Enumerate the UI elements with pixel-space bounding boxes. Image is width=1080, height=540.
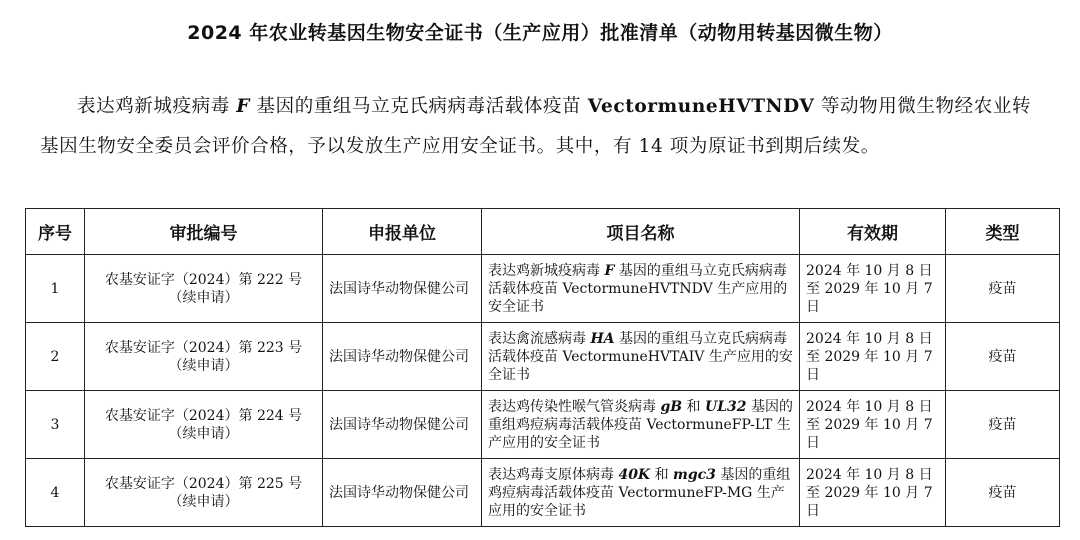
cell-code	[85, 255, 323, 323]
cell-validity: 2024 年 10 月 8 日至 2029 年 10 月 7 日	[800, 391, 946, 459]
project-gene: 40K	[618, 466, 651, 483]
project-text-1: 表达鸡新城疫病毒	[488, 262, 600, 279]
cell-project	[482, 391, 800, 459]
header-code: 审批编号	[85, 209, 323, 255]
code-number: 农基安证字（2024）第 222 号	[104, 271, 303, 288]
intro-product: VectormuneHVTNDV	[587, 95, 815, 117]
cell-type: 疫苗	[946, 459, 1060, 527]
header-no: 序号	[26, 209, 85, 255]
cell-no: 1	[26, 255, 85, 323]
header-project: 项目名称	[482, 209, 800, 255]
cell-no: 3	[26, 391, 85, 459]
code-number: 农基安证字（2024）第 223 号	[104, 339, 303, 356]
project-text-2: 基因的重组鸡痘病毒活载体疫苗 VectormuneFP-LT 生产应用的安全证书	[488, 398, 793, 451]
intro-text-1: 表达鸡新城疫病毒	[77, 95, 230, 117]
cell-validity: 2024 年 10 月 8 日至 2029 年 10 月 7 日	[800, 323, 946, 391]
header-unit: 申报单位	[323, 209, 482, 255]
project-conj: 和	[654, 466, 669, 483]
cell-project	[482, 323, 800, 391]
code-note: （续申请）	[168, 493, 239, 510]
cell-project	[482, 459, 800, 527]
project-text-2: 基因的重组鸡痘病毒活载体疫苗 VectormuneFP-MG 生产应用的安全证书	[488, 466, 791, 519]
code-number: 农基安证字（2024）第 224 号	[104, 407, 303, 424]
cell-unit: 法国诗华动物保健公司	[323, 459, 482, 527]
cell-code	[85, 459, 323, 527]
code-note: （续申请）	[168, 357, 239, 374]
code-note: （续申请）	[168, 425, 239, 442]
code-note: （续申请）	[168, 289, 239, 306]
intro-paragraph	[40, 87, 1040, 167]
project-text-1: 表达鸡毒支原体病毒	[488, 466, 614, 483]
project-gene: gB	[660, 398, 683, 415]
intro-text-3: 等动物用微生物经农业转基因生物安全委员会评价合格，予以发放生产应用安全证书。其中，有 14 项为原证书到期后续发。	[40, 95, 1032, 157]
table-row	[26, 391, 1060, 459]
cell-no: 2	[26, 323, 85, 391]
project-gene: HA	[590, 330, 615, 347]
cell-no: 4	[26, 459, 85, 527]
table-header-row	[26, 209, 1060, 255]
cell-type: 疫苗	[946, 391, 1060, 459]
code-number: 农基安证字（2024）第 225 号	[104, 475, 303, 492]
project-conj: 和	[686, 398, 701, 415]
cell-validity: 2024 年 10 月 8 日至 2029 年 10 月 7 日	[800, 255, 946, 323]
cell-type: 疫苗	[946, 323, 1060, 391]
cell-code	[85, 391, 323, 459]
project-gene: F	[604, 262, 615, 279]
project-text-1: 表达禽流感病毒	[488, 330, 586, 347]
page-title: 2024 年农业转基因生物安全证书（生产应用）批准清单（动物用转基因微生物）	[187, 22, 893, 44]
project-gene-2: mgc3	[673, 466, 716, 483]
project-text-1: 表达鸡传染性喉气管炎病毒	[488, 398, 656, 415]
table-row	[26, 255, 1060, 323]
header-validity: 有效期	[800, 209, 946, 255]
table-row	[26, 459, 1060, 527]
cell-code	[85, 323, 323, 391]
intro-text-2: 基因的重组马立克氏病病毒活载体疫苗	[256, 95, 582, 117]
approval-table	[25, 208, 1060, 527]
project-text-2: 基因的重组马立克氏病病毒活载体疫苗 VectormuneHVTNDV 生产应用的安全证书	[488, 262, 788, 315]
project-text-2: 基因的重组马立克氏病病毒活载体疫苗 VectormuneHVTAIV 生产应用的安全证书	[488, 330, 793, 383]
cell-type: 疫苗	[946, 255, 1060, 323]
cell-project	[482, 255, 800, 323]
project-gene-2: UL32	[704, 398, 747, 415]
cell-unit: 法国诗华动物保健公司	[323, 323, 482, 391]
cell-unit: 法国诗华动物保健公司	[323, 391, 482, 459]
cell-validity: 2024 年 10 月 8 日至 2029 年 10 月 7 日	[800, 459, 946, 527]
header-type: 类型	[946, 209, 1060, 255]
cell-unit: 法国诗华动物保健公司	[323, 255, 482, 323]
table-row	[26, 323, 1060, 391]
intro-gene: F	[236, 95, 251, 117]
